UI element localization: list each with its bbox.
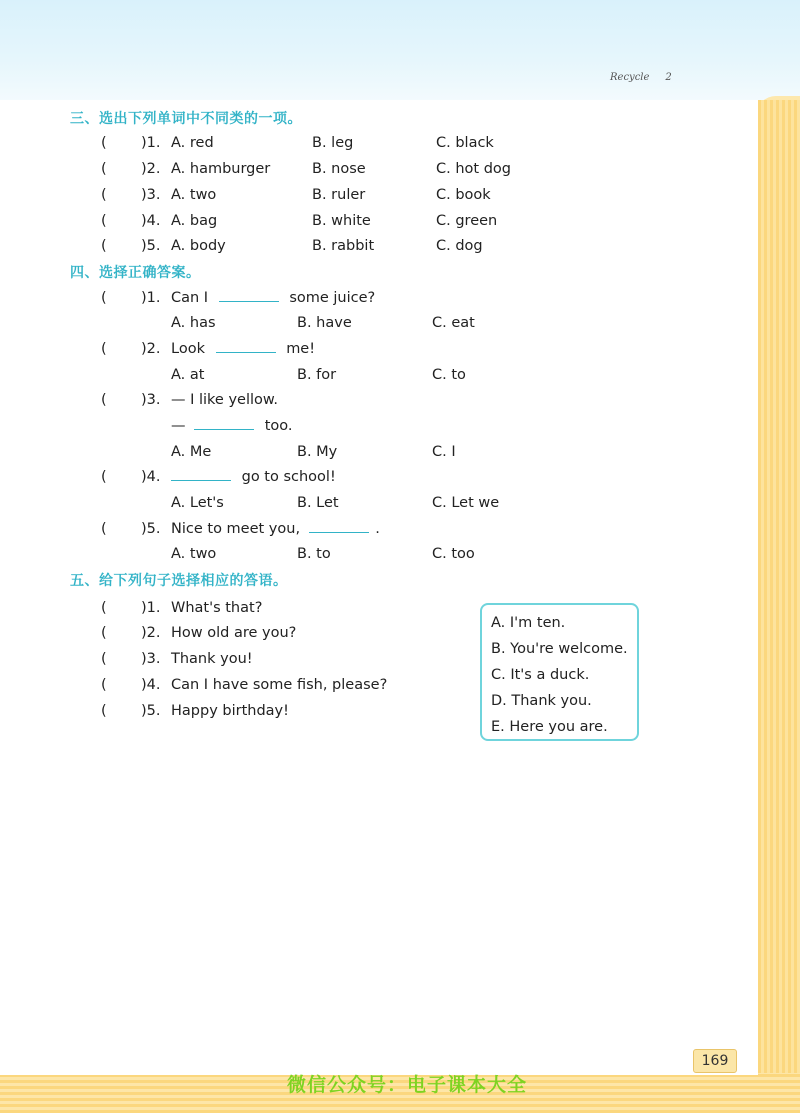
response-option: E. Here you are. [491,719,608,735]
question-number: )4. [141,677,161,693]
question-text: some juice? [289,290,376,306]
option-c: C. to [432,367,466,383]
top-sky-band [0,0,800,110]
answer-paren-open[interactable]: ( [101,135,107,151]
option-b: B. white [312,213,371,229]
option-a: A. red [171,135,214,151]
sentence-text: Happy birthday! [171,703,289,719]
question-number: )1. [141,600,161,616]
option-c: C. black [436,135,494,151]
question-text: go to school! [241,469,336,485]
fill-blank[interactable] [219,287,279,302]
question-number: )5. [141,703,161,719]
question-number: )1. [141,290,161,306]
option-a: A. hamburger [171,161,271,177]
question-number: )2. [141,625,161,641]
option-a: A. bag [171,213,218,229]
sentence-text: What's that? [171,600,263,616]
question-number: )4. [141,469,161,485]
question-text: me! [286,341,316,357]
option-b: B. nose [312,161,366,177]
response-option: C. It's a duck. [491,667,590,683]
answer-paren-open[interactable]: ( [101,469,107,485]
question-text: Look [171,341,205,357]
option-c: C. eat [432,315,475,331]
option-a: A. at [171,367,205,383]
fill-blank[interactable] [216,338,276,353]
question-number: )2. [141,161,161,177]
option-b: B. ruler [312,187,366,203]
question-number: )4. [141,213,161,229]
question-number: )5. [141,521,161,537]
option-a: A. two [171,546,217,562]
answer-paren-open[interactable]: ( [101,187,107,203]
page-number: 169 [693,1049,737,1073]
question-number: )3. [141,187,161,203]
fill-blank[interactable] [309,518,369,533]
question-text: too. [264,418,293,434]
unit-label: Recycle [610,72,650,83]
response-option: B. You're welcome. [491,641,628,657]
answer-paren-open[interactable]: ( [101,290,107,306]
watermark-text: 微信公众号：电子课本大全 [287,1074,528,1096]
option-b: B. for [297,367,337,383]
answer-options-box [480,603,639,741]
dialogue-dash: — [171,418,186,434]
option-a: A. body [171,238,226,254]
response-option: A. I'm ten. [491,615,566,631]
answer-paren-open[interactable]: ( [101,213,107,229]
option-c: C. dog [436,238,483,254]
section4-title: 四、选择正确答案。 [70,265,201,281]
option-b: B. have [297,315,352,331]
option-b: B. leg [312,135,354,151]
question-text: Can I [171,290,209,306]
answer-paren-open[interactable]: ( [101,392,107,408]
option-c: C. Let we [432,495,500,511]
unit-number: 2 [665,72,672,83]
option-c: C. book [436,187,491,203]
option-a: A. Me [171,444,212,460]
option-b: B. Let [297,495,339,511]
question-text: Nice to meet you, [171,521,301,537]
option-c: C. too [432,546,475,562]
option-a: A. two [171,187,217,203]
section5-title: 五、给下列句子选择相应的答语。 [70,573,288,589]
answer-paren-open[interactable]: ( [101,651,107,667]
unit-header [610,72,672,83]
page-stack-edge [758,100,800,1113]
question-number: )5. [141,238,161,254]
option-a: A. has [171,315,216,331]
response-option: D. Thank you. [491,693,592,709]
option-b: B. to [297,546,331,562]
answer-paren-open[interactable]: ( [101,625,107,641]
question-number: )3. [141,392,161,408]
answer-paren-open[interactable]: ( [101,238,107,254]
question-text: . [375,521,380,537]
option-a: A. Let's [171,495,224,511]
answer-paren-open[interactable]: ( [101,600,107,616]
question-number: )2. [141,341,161,357]
sentence-text: Thank you! [171,651,253,667]
answer-paren-open[interactable]: ( [101,521,107,537]
section3-title: 三、选出下列单词中不同类的一项。 [70,111,302,127]
option-b: B. My [297,444,338,460]
fill-blank[interactable] [194,415,254,430]
answer-paren-open[interactable]: ( [101,677,107,693]
option-b: B. rabbit [312,238,375,254]
fill-blank[interactable] [171,466,231,481]
answer-paren-open[interactable]: ( [101,161,107,177]
answer-paren-open[interactable]: ( [101,703,107,719]
question-text: — I like yellow. [171,392,279,408]
option-c: C. green [436,213,498,229]
sentence-text: Can I have some fish, please? [171,677,388,693]
sentence-text: How old are you? [171,625,297,641]
option-c: C. hot dog [436,161,511,177]
option-c: C. I [432,444,456,460]
question-number: )1. [141,135,161,151]
question-number: )3. [141,651,161,667]
answer-paren-open[interactable]: ( [101,341,107,357]
